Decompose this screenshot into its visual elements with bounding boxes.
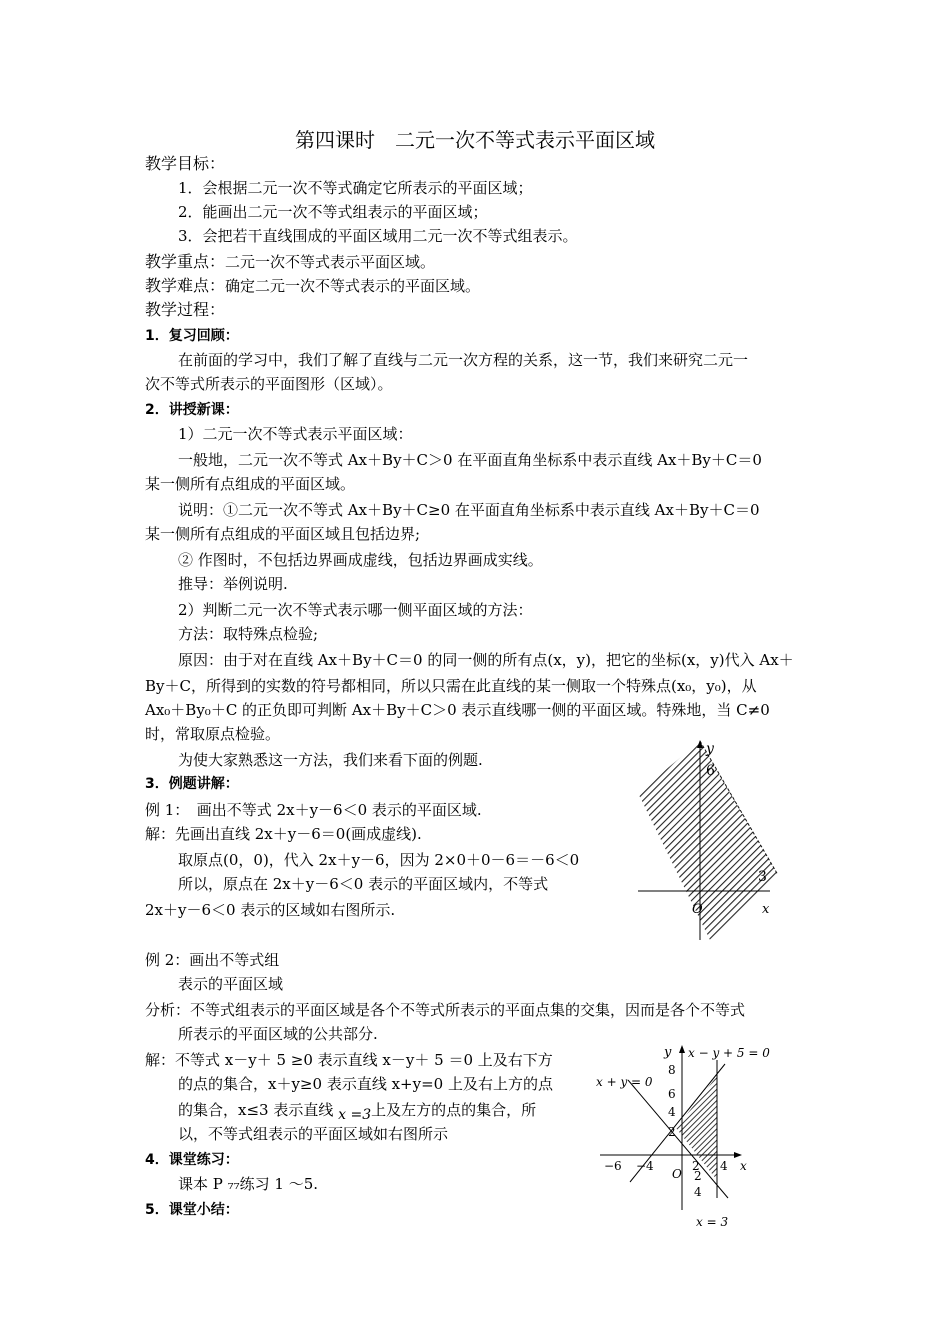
goal-item: 2．能画出二元一次不等式组表示的平面区域； [178, 203, 488, 221]
tick-label: 8 [668, 1063, 676, 1077]
lesson-line: 为使大家熟悉这一方法，我们来看下面的例题. [178, 751, 483, 769]
x-axis-label: x [762, 902, 770, 917]
tick-label: 2 [694, 1169, 702, 1183]
lesson-line: 一般地，二元一次不等式 Ax＋By＋C＞0 在平面直角坐标系中表示直线 Ax＋By＋C＝0 [178, 451, 762, 469]
difficulty-label: 教学难点： [145, 276, 226, 295]
tick-label: 2 [668, 1125, 676, 1139]
examples-heading: 3．例题讲解： [145, 776, 239, 792]
inline-equation: x =3 [338, 1107, 372, 1123]
example2-line: 表示的平面区域 [178, 975, 284, 993]
example2-line: 所表示的平面区域的公共部分. [178, 1025, 378, 1043]
x-axis-label: x [740, 1159, 747, 1173]
example2-text: 的集合，x≤3 表示直线 [178, 1101, 334, 1119]
practice-heading: 4．课堂练习： [145, 1152, 239, 1168]
lesson-line: 原因：由于对在直线 Ax＋By＋C＝0 的同一侧的所有点(x，y)，把它的坐标(x，y)代入 Ax＋ [178, 651, 794, 669]
tick-label: −4 [636, 1159, 654, 1173]
lesson-line: ② 作图时，不包括边界画成虚线，包括边界画成实线。 [178, 551, 543, 569]
example2-text: 上及左方的点的集合，所 [371, 1101, 537, 1119]
lesson-line: 方法：取特殊点检验; [178, 625, 319, 643]
example1-line: 取原点(0，0)，代入 2x＋y－6，因为 2×0＋0－6＝－6＜0 [178, 851, 580, 869]
lesson-line: 2）判断二元一次不等式表示哪一侧平面区域的方法： [178, 601, 533, 619]
line2-label: x + y = 0 [596, 1075, 653, 1089]
tick-label: 4 [694, 1185, 702, 1199]
goal-item: 1．会根据二元一次不等式确定它所表示的平面区域； [178, 179, 533, 197]
example1-line: 2x＋y－6＜0 表示的区域如右图所示. [145, 901, 396, 919]
lesson-line: 时，常取原点检验。 [145, 725, 281, 743]
tick-label: 4 [668, 1105, 676, 1119]
figure-1 [630, 735, 780, 945]
figure-2 [590, 1040, 790, 1230]
example1-line: 例 1： 画出不等式 2x＋y－6＜0 表示的平面区域. [145, 801, 482, 819]
y-axis-label: y [664, 1045, 672, 1060]
key-point-label: 教学重点： [145, 252, 226, 271]
goals-heading: 教学目标： [145, 154, 226, 173]
page-title: 第四课时 二元一次不等式表示平面区域 [295, 128, 655, 152]
y-axis-label: y [706, 741, 714, 757]
practice-text: 课本 P ₇₇练习 1 ～5. [178, 1175, 319, 1193]
tick-label: 4 [720, 1159, 728, 1173]
example2-line: 例 2：画出不等式组 [145, 951, 280, 969]
review-line: 在前面的学习中，我们了解了直线与二元一次方程的关系，这一节，我们来研究二元一 [178, 351, 749, 369]
example2-line: 的点的集合，x＋y≥0 表示直线 x+y=0 上及右上方的点 [178, 1075, 553, 1093]
key-point-text: 二元一次不等式表示平面区域。 [225, 253, 436, 271]
lesson-line: 说明：①二元一次不等式 Ax＋By＋C≥0 在平面直角坐标系中表示直线 Ax＋By＋C＝0 [178, 501, 760, 519]
y-arrow-icon [679, 1045, 685, 1053]
tick-label: 6 [668, 1087, 676, 1101]
tick-label: 2 [692, 1159, 700, 1173]
example2-line: 解：不等式 x－y＋ 5 ≥0 表示直线 x－y＋ 5 ＝0 上及右下方 [145, 1051, 553, 1069]
x-arrow-icon [734, 1152, 742, 1158]
lesson-line: By＋C，所得到的实数的符号都相同，所以只需在此直线的某一侧取一个特殊点(x₀，y₀)，从 [145, 677, 757, 695]
lesson-line: 推导：举例说明. [178, 575, 288, 593]
origin-label: O [692, 902, 703, 917]
x-tick-label: 3 [758, 869, 767, 885]
example1-line: 所以，原点在 2x＋y－6＜0 表示的平面区域内，不等式 [178, 875, 549, 893]
difficulty [145, 274, 480, 298]
review-heading: 1．复习回顾： [145, 328, 239, 344]
goal-item: 3．会把若干直线围成的平面区域用二元一次不等式组表示。 [178, 227, 578, 245]
lesson-line: 1）二元一次不等式表示平面区域： [178, 425, 413, 443]
review-line: 次不等式所表示的平面图形（区域）。 [145, 375, 393, 393]
line3-label: x = 3 [696, 1215, 729, 1229]
example2-line: 以，不等式组表示的平面区域如右图所示 [178, 1125, 449, 1143]
y-tick-label: 6 [706, 763, 715, 779]
lesson-line: Ax₀＋By₀＋C 的正负即可判断 Ax＋By＋C＞0 表示直线哪一侧的平面区域。特殊地，当 C≠0 [145, 701, 770, 719]
key-point [145, 250, 435, 274]
origin-label: O [672, 1167, 682, 1181]
lesson-line: 某一侧所有点组成的平面区域。 [145, 475, 356, 493]
example2-line: 分析：不等式组表示的平面区域是各个不等式所表示的平面点集的交集，因而是各个不等式 [145, 1001, 746, 1019]
line1-label: x − y + 5 = 0 [688, 1046, 770, 1060]
lesson-line: 某一侧所有点组成的平面区域且包括边界; [145, 525, 421, 543]
difficulty-text: 确定二元一次不等式表示的平面区域。 [225, 277, 481, 295]
process-heading: 教学过程： [145, 300, 226, 319]
example1-line: 解：先画出直线 2x＋y－6＝0(画成虚线). [145, 825, 422, 843]
tick-label: −6 [604, 1159, 622, 1173]
new-lesson-heading: 2．讲授新课： [145, 402, 239, 418]
summary-heading: 5．课堂小结： [145, 1202, 239, 1218]
